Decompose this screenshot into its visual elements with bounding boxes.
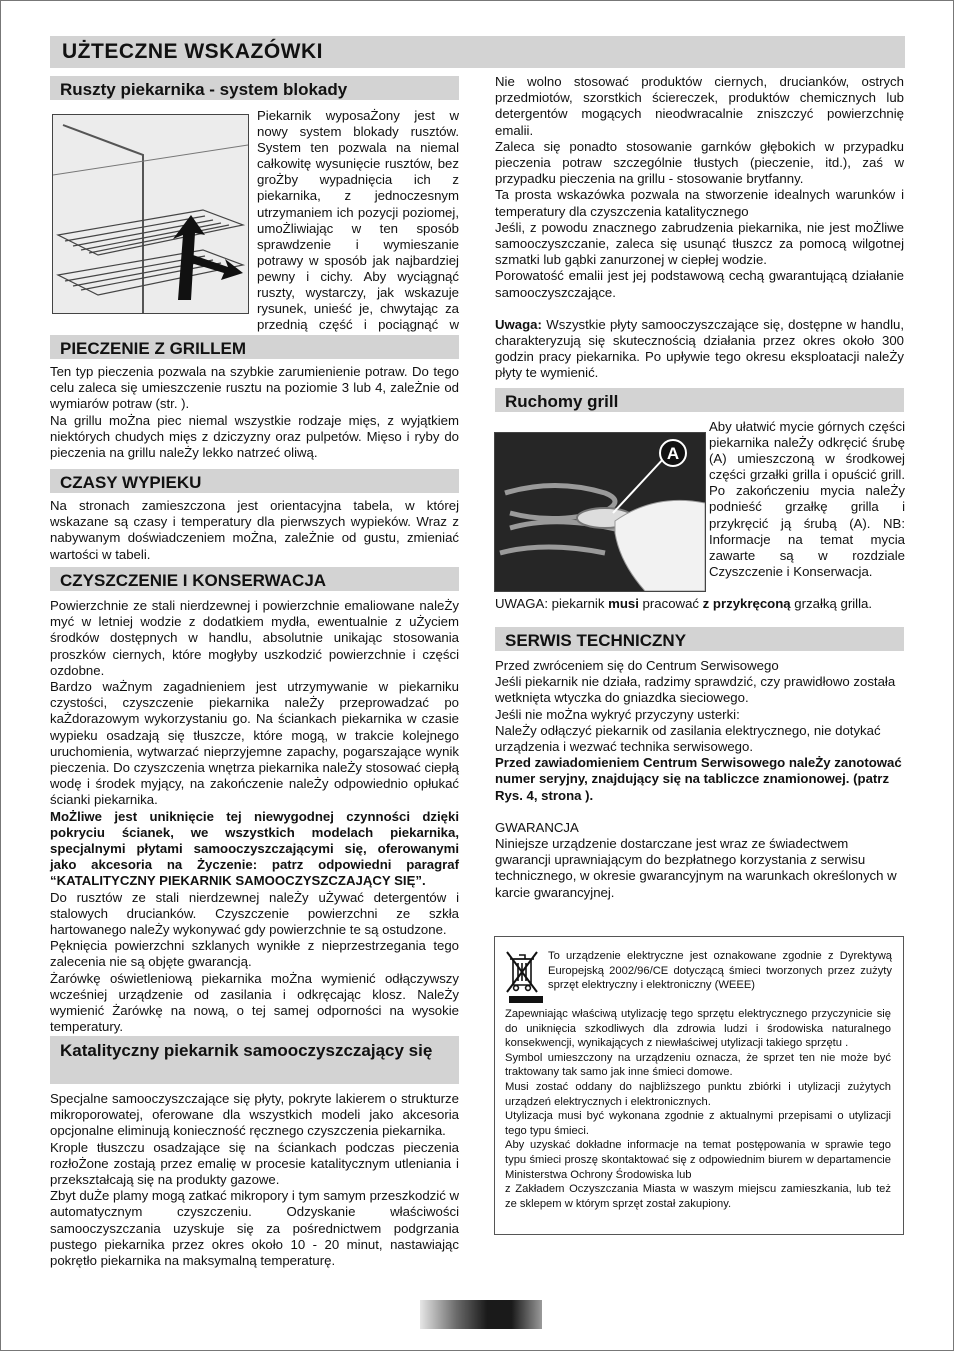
weee-paragraph: Aby uzyskać dokładne informacje na temat postępowania w sprawie tego typu śmieci proszę skontaktować się z odpowiednim biurem w departamencie Ministerstwa Ochrony Środowiska lub — [505, 1139, 891, 1181]
catalytic-paragraph: Krople tłuszczu osadzające się na ściankach podczas pieczenia rozłoŻone zostają przez emalię w procesie katalitycznym utleniania i przekształcają się na produkty gazowe. — [50, 1139, 459, 1188]
grill-warning — [495, 596, 907, 612]
cleaning-paragraph: Bardzo waŻnym zagadnieniem jest utrzymywanie w piekarniku czystości, czyszczenie piekarnika naleŻy przeprowadzać po kaŻdorazowym wykorzystaniu go. Na ściankach piekarnika w czasie wypieku osadzają się tłuszcze, które mogą, w trakcie kolejnego uruchomienia, wytwarzać nieprzyjemne zapachy, pogarszające wynik pieczenia. Do czyszczenia wnętrza piekarnika naleŻy stosować ciepłą wodę i środek myjący, na zakończenie naleŻy odpowiednio opłukać ścianki piekarnika. — [50, 679, 459, 808]
cleaning-bold-paragraph: MoŻliwe jest uniknięcie tej niewygodnej czynności dzięki pokryciu ścianek, we wszystkich modelach piekarnika, specjalnymi płytami samooczyszczającymi się, oferowanymi jako akcesoria na Życzenie: patrz odpowiedni paragraf “KATALITYCZNY PIEKARNIK SAMOOCZYSZCZAJĄCY SIĘ”. — [50, 808, 459, 889]
note-paragraph — [495, 317, 904, 382]
weee-black-bar — [509, 996, 543, 1003]
note-text: Wszystkie płyty samooczyszczające się, dostępne w handlu, charakteryzują się skutecznością działania przez okres około 300 godzin pracy piekarnika. Po upływie tego okresu eksploatacji naleŻy płyty te wymienić. — [495, 316, 904, 381]
service-paragraph: Przed zwróceniem się do Centrum Serwisowego — [495, 658, 779, 673]
catalytic-cont-paragraph: Porowatość emalii jest jej podstawową cechą gwarantującą działanie samooczyszczające. — [495, 268, 904, 300]
catalytic-heading: Katalityczny piekarnik samooczyszczający się — [50, 1036, 459, 1084]
cleaning-paragraph: Do rusztów ze stali nierdzewnej naleŻy uŻywać detergentów i stalowych drucianków. Czyszczenie powierzchni ze szkła hartowanego naleŻy wykonywać gdy powierzchnie te są ostudzone. — [50, 889, 459, 938]
weee-notice-box — [494, 936, 904, 1235]
weee-paragraph: z Zakładem Oczyszczania Miasta w waszym miejscu zamieszkania, lub też ze sklepem w którym sprzęt został zakupiony. — [505, 1183, 891, 1210]
page-title-bar — [50, 36, 905, 68]
racks-text: Piekarnik wyposaŻony jest w nowy system blokady rusztów. System ten pozwala na niemal całkowitę wysunięcie rusztów, bez groŻby wypadnięcia ich z piekarnika, z jednoczesnym utrzymaniem ich pozycji poziomej, umoŻliwiając w ten sposób sprawdzenie i wymieszanie potrawy w sposób jak najbardziej pewny i cichy. Aby wyciągnąć ruszty, wystarczy, jak wskazuje rysunek, unieść je, chwytając za przednią część i pociągnąć w — [257, 108, 459, 333]
movable-grill-figure — [494, 432, 706, 592]
figure-label-a: A — [666, 444, 680, 463]
grill-photo-illustration — [495, 433, 705, 591]
weee-paragraph: Musi zostać oddany do najbliższego punktu zbiórki i utylizacji zużytych urządzeń elektrycznych i elektronicznych. — [505, 1080, 891, 1108]
grill-section — [50, 364, 459, 461]
movable-grill-text: Aby ułatwić mycie górnych części piekarnika naleŻy odkręcić śrubę (A) umieszczoną w środkowej części grzałki grilla i opuścić grill. Po zakończeniu mycia naleŻy podnieść grzałkę grilla i przykręcić ją śrubą (A). NB: Informacje na temat mycia zawarte są w rozdziale Czyszczenie i Konserwacja. — [709, 419, 905, 579]
grill-heading: PIECZENIE Z GRILLEM — [50, 335, 459, 359]
movable-grill-heading: Ruchomy grill — [495, 388, 904, 412]
service-paragraph: NaleŻy odłączyć piekarnik od zasilania elektrycznego, nie dotykać urządzenia i wezwać technika serwisowego. — [495, 722, 881, 755]
cleaning-paragraph: Powierzchnie ze stali nierdzewnej i powierzchnie emaliowane naleŻy myć w letniej wodzie z dodatkiem mydła, ewentualnie z uŻyciem środków dostępnych w handlu, absolutnie unikając stosowania proszków ciernych, które mogłyby uszkodzić powierzchnie i części ozdobne. — [50, 598, 459, 678]
weee-paragraph: Zapewniając właściwą utylizację tego sprzętu elektrycznego przyczynicie się do uniknięcia szkodliwych dla zdrowia ludzi i środowiska naturalnego konsekwencji, wynikających z niewłaściwej utylizacji takiego sprzętu . — [505, 1008, 891, 1050]
catalytic-cont-paragraph: Jeśli, z powodu znacznego zabrudzenia piekarnika, nie jest moŻliwe samooczyszczanie, zaleca się usunąć tłuszcz za pomocą wilgotnej szmatki lub gąbki zanurzonej w ciepłej wodzie. — [495, 219, 904, 268]
service-paragraph: Jeśli nie moŻna wykryć przyczyny usterki: — [495, 706, 740, 722]
catalytic-section — [50, 1091, 459, 1269]
warranty-title: GWARANCJA — [495, 819, 579, 835]
grill-paragraph: Na grillu moŻna piec niemal wszystkie rodzaje mięs, z wyjątkiem niektórych chudych mięs z dziczyzny oraz pulpetów. Mięso i ryby do pieczenia na grillu naleŻy lekko natrzeć oliwą. — [50, 412, 459, 461]
baking-times-heading: CZASY WYPIEKU — [50, 469, 459, 493]
catalytic-continued-section — [495, 74, 904, 382]
catalytic-paragraph: Specjalne samooczyszczające się płyty, pokryte lakierem o strukturze mikroporowatej, oferowane dla wszystkich modeli jako akcesoria opcjonalne eliminują konieczność ręcznego czyszczenia piekarnika. — [50, 1091, 459, 1139]
oven-racks-illustration — [53, 115, 248, 313]
page-footer-bar — [420, 1300, 542, 1329]
baking-times-section — [50, 498, 459, 563]
racks-heading: Ruszty piekarnika - system blokady — [50, 76, 459, 100]
catalytic-cont-paragraph: Ta prosta wskazówka pozwala na stworzenie idealnych warunków i temperatury dla czyszczenia katalitycznego — [495, 187, 904, 219]
crossed-bin-icon — [504, 949, 540, 999]
service-section — [495, 658, 904, 901]
grill-warning-bold: z przykręconą — [702, 596, 791, 611]
catalytic-cont-paragraph: Nie wolno stosować produktów ciernych, drucianków, ostrych przedmiotów, szorstkich ściereczek, produktów chemicznych lub detergentów mogących nieodwracalnie zniszczyć powierzchnię emalii. — [495, 74, 904, 138]
catalytic-cont-paragraph: Zaleca się ponadto stosowanie garnków głębokich w przypadku pieczenia potraw szczególnie tłustych (pieczenie, itd.), zaś w przypadku pieczenia na grillu - stosowanie brytfanny. — [495, 138, 904, 187]
cleaning-heading: CZYSZCZENIE I KONSERWACJA — [50, 567, 459, 591]
service-bold-paragraph: Przed zawiadomieniem Centrum Serwisowego naleŻy zanotować numer seryjny, znajdujący się na tabliczce znamionowej. (patrz Rys. 4, strona ). — [495, 755, 902, 803]
grill-warning-bold: musi — [608, 596, 639, 611]
oven-racks-figure — [52, 114, 249, 314]
grill-warning-text: UWAGA: piekarnik — [495, 596, 609, 611]
grill-warning-text: pracować — [638, 596, 703, 611]
weee-directive-text: To urządzenie elektryczne jest oznakowane zgodnie z Dyrektywą Europejską 2002/96/CE dotyczącą śmieci tworzonych przez zużyty sprzęt elektryczny i elektroniczny (WEEE) — [548, 950, 892, 992]
note-label: Uwaga: — [495, 316, 542, 332]
weee-body — [505, 1007, 891, 1211]
weee-paragraph: Utylizacja musi być wykonana zgodnie z aktualnymi przepisami o utylizacji tego typu śmieci. — [505, 1110, 891, 1137]
service-heading: SERWIS TECHNICZNY — [495, 627, 904, 651]
grill-warning-text: grzałką grilla. — [790, 596, 872, 611]
cleaning-paragraph: Żarówkę oświetleniową piekarnika moŻna wymienić odłączywszy wcześniej urządzenie od zasilania i odkręcając klosz. NaleŻy wymienić Żarówkę na nową, o tej samej odporności na wysokie temperatury. — [50, 970, 459, 1035]
warranty-paragraph: Niniejsze urządzenie dostarczane jest wraz ze świadectwem gwarancji uprawniającym do bezpłatnego korzystania z serwisu technicznego, w okresie gwarancyjnym na warunkach określonych w karcie gwarancyjnej. — [495, 836, 897, 900]
page-title: UŻTECZNE WSKAZÓWKI — [62, 40, 323, 63]
service-paragraph: Jeśli piekarnik nie działa, radzimy sprawdzić, czy prawidłowo została wetknięta wtyczka do gniazdka sieciowego. — [495, 674, 896, 706]
cleaning-section — [50, 598, 459, 1035]
baking-times-paragraph: Na stronach zamieszczona jest orientacyjna tabela, w której wskazane są czasy i temperatury dla pierwszych wypieków. Wraz z nabywanym doświadczeniem moŻna, zaleŻnie od gustu, zmieniać wartości w tabeli. — [50, 498, 459, 562]
grill-paragraph: Ten typ pieczenia pozwala na szybkie zarumienienie potraw. Do tego celu zaleca się umieszczenie rusztu na poziomie 3 lub 4, zaleŻnie od wymiarów potraw (str. ). — [50, 364, 459, 412]
cleaning-paragraph: Pęknięcia powierzchni szklanych wynikłe z nieprzestrzegania tego zalecenia nie są objęte gwarancją. — [50, 938, 459, 970]
catalytic-paragraph: Zbyt duŻe plamy mogą zatkać mikropory i tym samym przeszkodzić w automatycznym czyszczeniu. Odzyskanie właściwości samooczyszczania uzyskuje się za pośrednictwem podgrzania pustego piekarnika przez okres około 10 - 20 minut, nastawiając pokrętło piekarnika na maksymalną temperaturę. — [50, 1188, 459, 1269]
weee-paragraph: Symbol umieszczony na urządzeniu oznacza, że sprzet ten nie może być traktowany tak samo jak inne śmieci domowe. — [505, 1051, 891, 1079]
